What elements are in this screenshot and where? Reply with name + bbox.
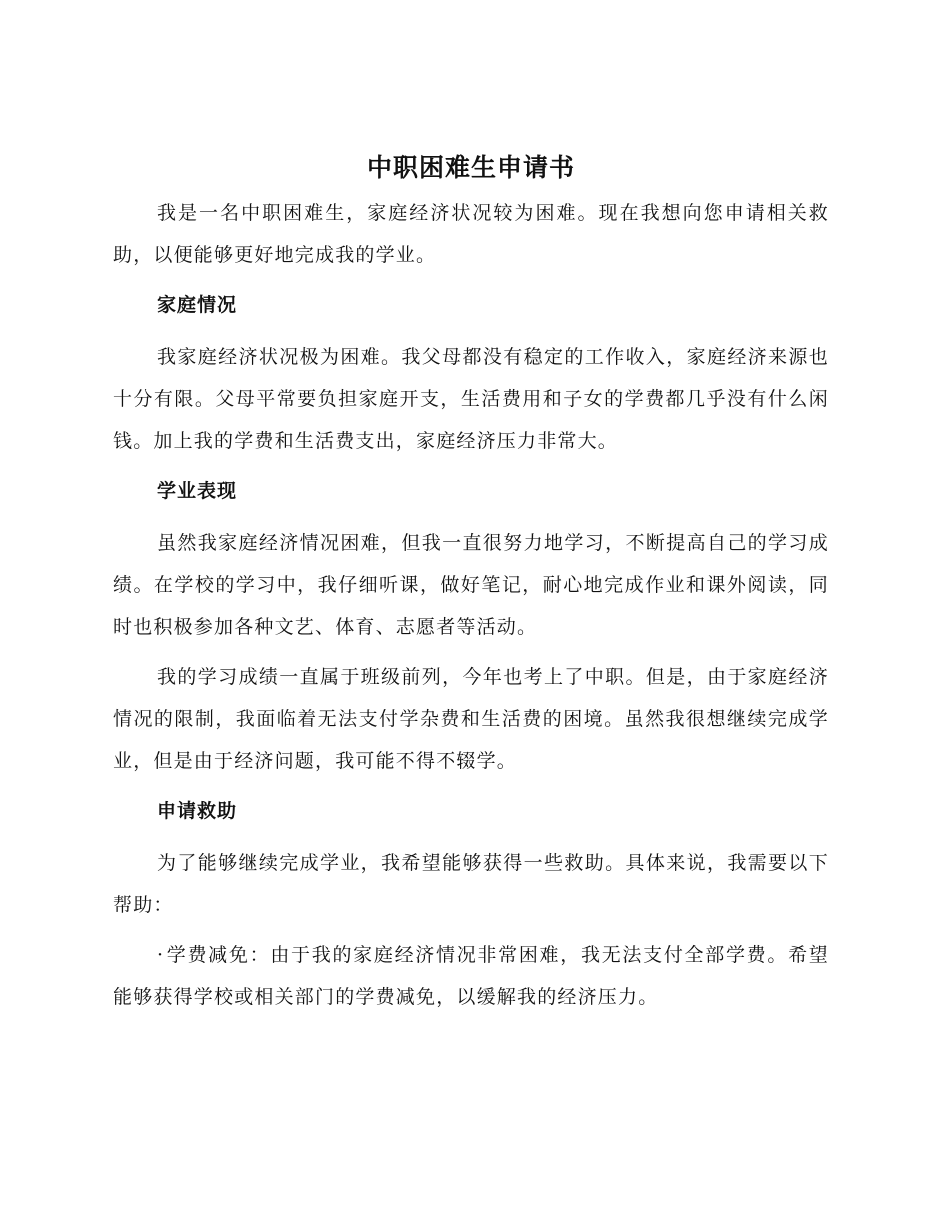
intro-paragraph: 我是一名中职困难生，家庭经济状况较为困难。现在我想向您申请相关救助，以便能够更好地完成我的学业。 [113,202,829,266]
section-heading-request: 申请救助 [157,800,238,822]
section-heading-family: 家庭情况 [157,294,238,316]
section-heading-academic: 学业表现 [157,480,238,502]
academic-paragraph-1: 虽然我家庭经济情况困难，但我一直很努力地学习，不断提高自己的学习成绩。在学校的学习中，我仔细听课，做好笔记，耐心地完成作业和课外阅读，同时也积极参加各种文艺、体育、志愿者等活动。 [113,532,829,638]
academic-paragraph-2: 我的学习成绩一直属于班级前列，今年也考上了中职。但是，由于家庭经济情况的限制，我面临着无法支付学杂费和生活费的困境。虽然我很想继续完成学业，但是由于经济问题，我可能不得不辍学。 [113,666,829,772]
list-item-tuition-waiver [113,934,829,1018]
list-item-text: 学费减免：由于我的家庭经济情况非常困难，我无法支付全部学费。希望能够获得学校或相关部门的学费减免，以缓解我的经济压力。 [113,944,829,1008]
family-paragraph: 我家庭经济状况极为困难。我父母都没有稳定的工作收入，家庭经济来源也十分有限。父母平常要负担家庭开支，生活费用和子女的学费都几乎没有什么闲钱。加上我的学费和生活费支出，家庭经济压力非常大。 [113,346,829,452]
document-title: 中职困难生申请书 [366,153,575,182]
document-page [113,144,829,1018]
request-paragraph: 为了能够继续完成学业，我希望能够获得一些救助。具体来说，我需要以下帮助： [113,852,829,916]
bullet-marker: · [157,944,165,966]
